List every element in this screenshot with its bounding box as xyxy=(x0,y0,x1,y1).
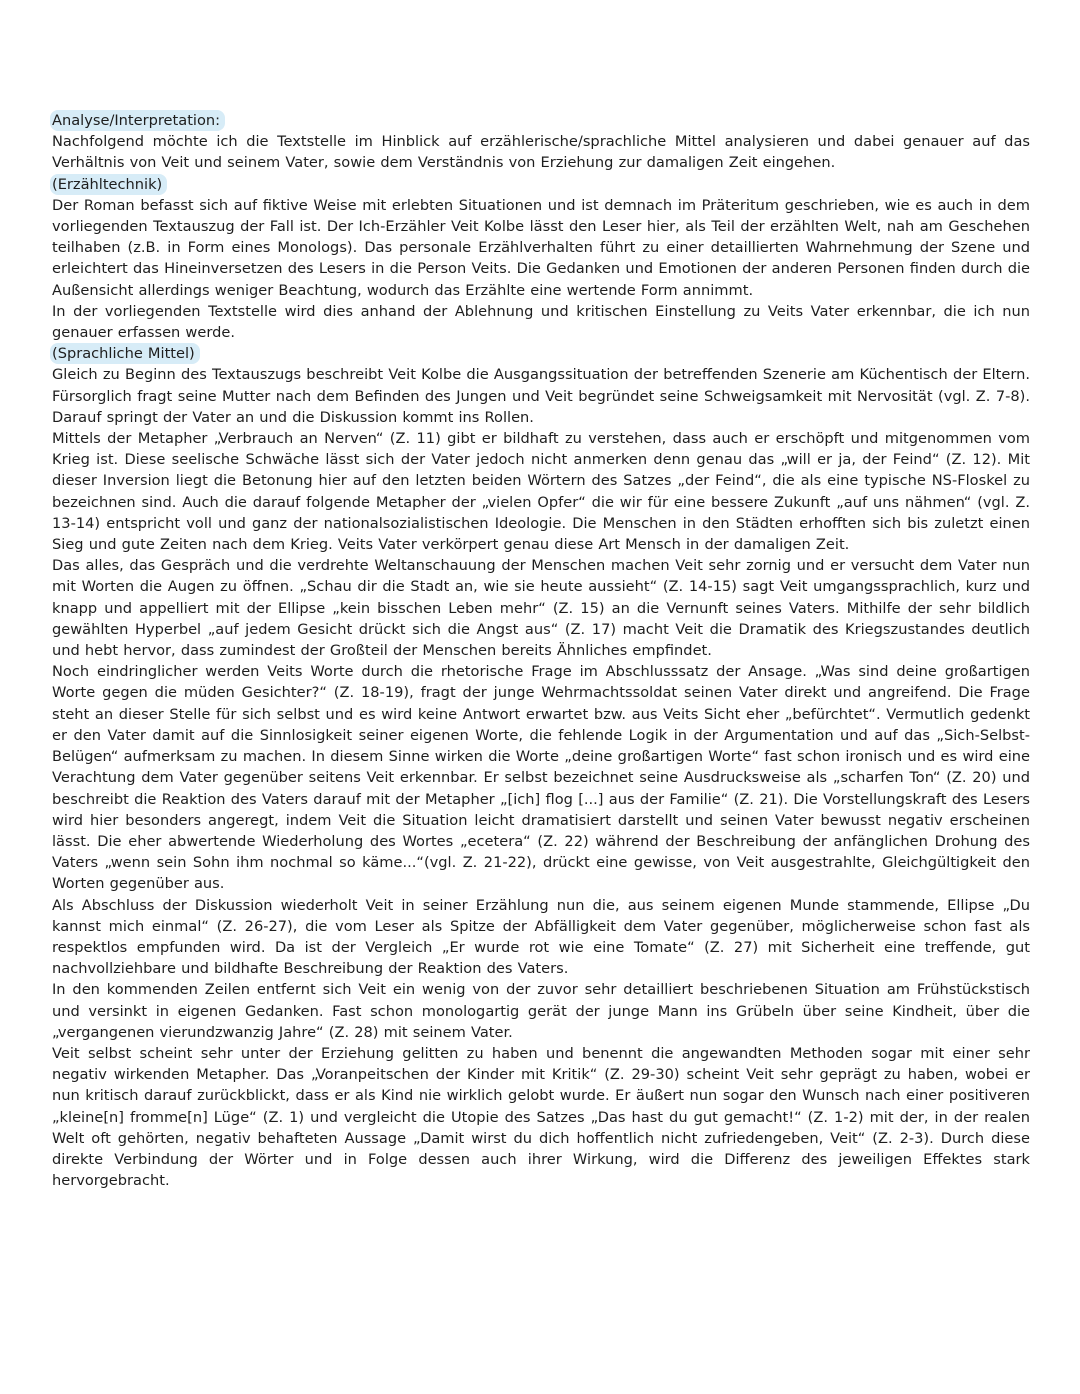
sprachliche-mittel-paragraph-7: Veit selbst scheint sehr unter der Erziehung gelitten zu haben und benennt die angewandten Methoden sogar mit einer sehr negativ wirkenden Metapher. Das „Voranpeitschen der Kinder mit Kritik“ (Z. 29-30) scheint Veit sehr geprägt zu haben, wobei er nun kritisch darauf zurückblickt, dass er als Kind nie wirklich gelobt wurde. Er äußert nun sogar den Wunsch nach einer positiveren „kleine[n] fromme[n] Lüge“ (Z. 1) und vergleicht die Utopie des Satzes „Das hast du gut gemacht!“ (Z. 1-2) mit der, in der realen Welt oft gehörten, negativ behafteten Aussage „Damit wirst du dich hoffentlich nicht zufriedengeben, Veit“ (Z. 2-3). Durch diese direkte Verbindung der Wörter und in Folge dessen auch ihrer Wirkung, wird die Differenz des jeweiligen Effektes stark hervorgebracht. xyxy=(52,1044,1030,1190)
sprachliche-mittel-paragraph-1: Gleich zu Beginn des Textauszugs beschreibt Veit Kolbe die Ausgangssituation der betreffenden Szenerie am Küchentisch der Eltern. Fürsorglich fragt seine Mutter nach dem Befinden des Jungen und Veit begründet seine Schweigsamkeit mit Nervosität (vgl. Z. 7-8). Darauf springt der Vater an und die Diskussion kommt ins Rollen. xyxy=(52,366,1030,426)
section-heading-erzaehltechnik: (Erzähltechnik) xyxy=(50,174,167,195)
document-title: Analyse/Interpretation: xyxy=(50,110,225,131)
sprachliche-mittel-paragraph-6: In den kommenden Zeilen entfernt sich Veit ein wenig von der zuvor sehr detailliert beschriebenen Situation am Frühstückstisch und versinkt in eigenen Gedanken. Fast schon monologartig gerät der junge Mann ins Grübeln über seine Kindheit, über die „vergangenen vierundzwanzig Jahre“ (Z. 28) mit seinem Vater. xyxy=(52,981,1030,1041)
erzaehltechnik-paragraph-2: In der vorliegenden Textstelle wird dies anhand der Ablehnung und kritischen Einstellung zu Veits Vater erkennbar, die ich nun genauer erfassen werde. xyxy=(52,302,1030,342)
sprachliche-mittel-paragraph-3: Das alles, das Gespräch und die verdrehte Weltanschauung der Menschen machen Veit sehr zornig und er versucht dem Vater nun mit Worten die Augen zu öffnen. „Schau dir die Stadt an, wie sie heute aussieht“ (Z. 14-15) sagt Veit umgangssprachlich, kurz und knapp und appelliert mit der Ellipse „kein bisschen Leben mehr“ (Z. 15) an die Vernunft seines Vaters. Mithilfe der sehr bildlich gewählten Hyperbel „auf jedem Gesicht drückt sich die Angst aus“ (Z. 17) macht Veit die Dramatik des Kriegszustandes deutlich und hebt hervor, dass zumindest der Großteil der Menschen bereits Ähnliches empfindet. xyxy=(52,557,1030,660)
sprachliche-mittel-paragraph-4: Noch eindringlicher werden Veits Worte durch die rhetorische Frage im Abschlusssatz der Ansage. „Was sind deine großartigen Worte gegen die müden Gesichter?“ (Z. 18-19), fragt der junge Wehrmachtssoldat seinen Vater direkt und angreifend. Die Frage steht an dieser Stelle für sich selbst und es wird keine Antwort erwartet bzw. aus Veits Sicht eher „befürchtet“. Vermutlich gedenkt er den Vater damit auf die Sinnlosigkeit seiner eigenen Worte, die fehlende Logik in der Argumentation und auf das „Sich-Selbst-Belügen“ aufmerksam zu machen. In diesem Sinne wirken die Worte „deine großartigen Worte“ fast schon ironisch und es wird eine Verachtung dem Vater gegenüber seitens Veit erkennbar. Er selbst bezeichnet seine Ausdrucksweise als „scharfen Ton“ (Z. 20) und beschreibt die Reaktion des Vaters darauf mit der Metapher „[ich] flog [...] aus der Familie“ (Z. 21). Die Vorstellungskraft des Lesers wird hier besonders angeregt, indem Veit die Situation leicht dramatisiert darstellt und seinen Vater bewusst negativ erscheinen lässt. Die eher abwertende Wiederholung des Wortes „ecetera“ (Z. 22) während der Beschreibung der anfänglichen Drohung des Vaters „wenn sein Sohn ihm nochmal so käme...“(vgl. Z. 21-22), drückt eine gewisse, von Veit ausgestrahlte, Gleichgültigkeit den Worten gegenüber aus. xyxy=(52,663,1030,893)
section-heading-sprachliche-mittel: (Sprachliche Mittel) xyxy=(50,343,200,364)
sprachliche-mittel-paragraph-5: Als Abschluss der Diskussion wiederholt Veit in seiner Erzählung nun die, aus seinem eigenen Munde stammende, Ellipse „Du kannst mich einmal“ (Z. 26-27), die vom Leser als Spitze der Abfälligkeit dem Vater gegenüber, möglicherweise schon fast als respektlos empfunden wird. Da ist der Vergleich „Er wurde rot wie eine Tomate“ (Z. 27) mit Sicherheit eine treffende, gut nachvollziehbare und bildhafte Beschreibung der Reaktion des Vaters. xyxy=(52,896,1030,978)
sprachliche-mittel-paragraph-2: Mittels der Metapher „Verbrauch an Nerven“ (Z. 11) gibt er bildhaft zu verstehen, dass auch er erschöpft und mitgenommen vom Krieg ist. Diese seelische Schwäche lässt sich der Vater jedoch nicht anmerken denn genau das „will er ja, der Feind“ (Z. 12). Mit dieser Inversion liegt die Betonung hier auf den letzten beiden Wörtern des Satzes „der Feind“, die als eine typische NS-Floskel zu bezeichnen sind. Auch die darauf folgende Metapher der „vielen Opfer“ die wir für eine bessere Zukunft „auf uns nähmen“ (vgl. Z. 13-14) entspricht voll und ganz der nationalsozialistischen Ideologie. Die Menschen in den Städten erhofften sich bis zuletzt einen Sieg und gute Zeiten nach dem Krieg. Veits Vater verkörpert genau diese Art Mensch in der damaligen Zeit. xyxy=(52,430,1030,554)
erzaehltechnik-paragraph-1: Der Roman befasst sich auf fiktive Weise mit erlebten Situationen und ist demnach im Präteritum geschrieben, wie es auch in dem vorliegenden Textauszug der Fall ist. Der Ich-Erzähler Veit Kolbe lässt den Leser hier, als Teil der erzählten Welt, nah am Geschehen teilhaben (z.B. in Form eines Monologs). Das personale Erzählverhalten führt zu einer detaillierten Wahrnehmung der Szene und erleichtert das Hineinversetzen des Lesers in die Person Veits. Die Gedanken und Emotionen der anderen Personen finden durch die Außensicht allerdings weniger Beachtung, wodurch das Erzählte eine wertende Form annimmt. xyxy=(52,196,1030,299)
intro-paragraph: Nachfolgend möchte ich die Textstelle im Hinblick auf erzählerische/sprachliche Mittel analysieren und dabei genauer auf das Verhältnis von Veit und seinem Vater, sowie dem Verständnis von Erziehung zur damaligen Zeit eingehen. xyxy=(52,133,1030,172)
document-body xyxy=(52,110,1030,1191)
